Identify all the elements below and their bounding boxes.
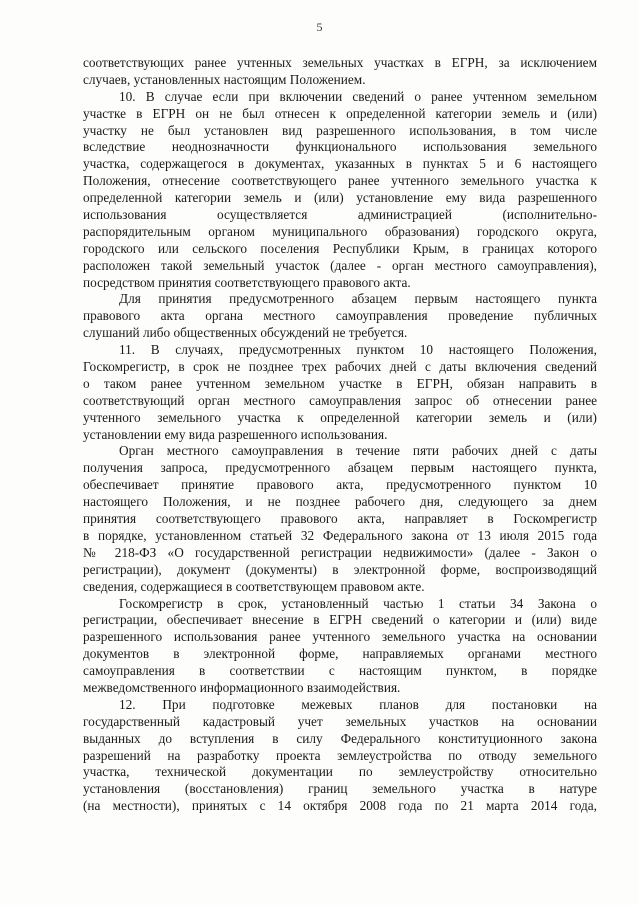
text-line: вследствие неоднозначности функционального использования земельного xyxy=(83,139,597,155)
text-line: Госкомрегистр в срок, установленный частью 1 статьи 34 Закона о xyxy=(119,595,597,611)
text-line: Орган местного самоуправления в течение пяти рабочих дней с даты xyxy=(119,443,597,459)
text-line: в порядке, установленном статьей 32 Федерального закона от 13 июля 2015 года xyxy=(83,527,597,543)
text-line: № 218-ФЗ «О государственной регистрации недвижимости» (далее - Закон о xyxy=(83,544,597,560)
text-line: о таком ранее учтенном земельном участке в ЕГРН, обязан направить в xyxy=(83,375,597,391)
text-line: участку не был установлен вид разрешенного использования, в том числе xyxy=(83,122,597,138)
text-line: 10. В случае если при включении сведений о ранее учтенном земельном xyxy=(119,88,597,104)
text-line: случаев, установленных настоящим Положением. xyxy=(83,71,366,87)
text-line: установлении ему вида разрешенного использования. xyxy=(83,426,388,442)
text-line: расположен такой земельный участок (далее - орган местного самоуправления), xyxy=(83,257,597,273)
text-line: выданных до вступления в силу Федерального конституционного закона xyxy=(83,730,597,746)
text-line: городского или сельского поселения Республики Крым, в границах которого xyxy=(83,240,597,256)
text-line: разрешенного использования ранее учтенного земельного участка на основании xyxy=(83,629,597,645)
text-line: использования осуществляется администрацией (исполнительно- xyxy=(83,207,597,223)
text-line: 12. При подготовке межевых планов для постановки на xyxy=(119,696,597,712)
text-line: обеспечивает принятие правового акта, предусмотренного пунктом 10 xyxy=(83,477,597,493)
text-line: 11. В случаях, предусмотренных пунктом 10 настоящего Положения, xyxy=(119,342,597,358)
text-line: сведения, содержащиеся в соответствующем правовом акте. xyxy=(83,578,425,594)
text-line: Положения, отнесение соответствующего ранее учтенного земельного участка к xyxy=(83,173,597,189)
text-line: регистрации), документ (документы) в электронной форме, воспроизводящий xyxy=(83,561,597,577)
text-line: регистрации, обеспечивает внесение в ЕГРН сведений о категории и (или) виде xyxy=(83,612,597,628)
text-line: самоуправления в соответствии с настоящим пунктом, в порядке xyxy=(83,663,597,679)
page-number: 5 xyxy=(316,20,323,34)
text-line: Для принятия предусмотренного абзацем первым настоящего пункта xyxy=(119,291,597,307)
text-line: установления (восстановления) границ земельного участка в натуре xyxy=(83,781,597,797)
text-line: посредством принятия соответствующего правового акта. xyxy=(83,274,411,290)
text-line: правового акта органа местного самоуправления проведение публичных xyxy=(83,308,597,324)
text-line: настоящего Положения, и не позднее рабочего дня, следующего за днем xyxy=(83,494,597,510)
text-line: участка, содержащегося в документах, указанных в пунктах 5 и 6 настоящего xyxy=(83,156,597,172)
text-line: государственный кадастровый учет земельных участков на основании xyxy=(83,713,597,729)
text-line: получения запроса, предусмотренного абзацем первым настоящего пункта, xyxy=(83,460,597,476)
text-line: участка, технической документации по землеустройству относительно xyxy=(83,764,597,780)
document-body xyxy=(83,55,597,815)
text-line: (на местности), принятых с 14 октября 2008 года по 21 марта 2014 года, xyxy=(83,798,597,814)
text-line: Госкомрегистр, в срок не позднее трех рабочих дней с даты включения сведений xyxy=(83,359,597,375)
text-line: межведомственного информационного взаимодействия. xyxy=(83,679,401,695)
text-line: разрешений на разработку проекта землеустройства по отводу земельного xyxy=(83,747,597,763)
text-line: слушаний либо общественных обсуждений не требуется. xyxy=(83,325,408,341)
text-line: документов в электронной форме, направляемых органами местного xyxy=(83,646,597,662)
text-line: соответствующих ранее учтенных земельных участках в ЕГРН, за исключением xyxy=(83,55,597,70)
text-line: учтенного земельного участка к определенной категории земель и (или) xyxy=(83,409,597,425)
text-line: распорядительным органом муниципального образования) городского округа, xyxy=(83,223,597,239)
text-line: определенной категории земель и (или) установление ему вида разрешенного xyxy=(83,190,597,206)
text-line: участке в ЕГРН он не был отнесен к определенной категории земель и (или) xyxy=(83,105,597,121)
text-line: соответствующий орган местного самоуправления запрос об отнесении ранее xyxy=(83,392,597,408)
text-line: принятия соответствующего правового акта, направляет в Госкомрегистр xyxy=(83,511,597,527)
